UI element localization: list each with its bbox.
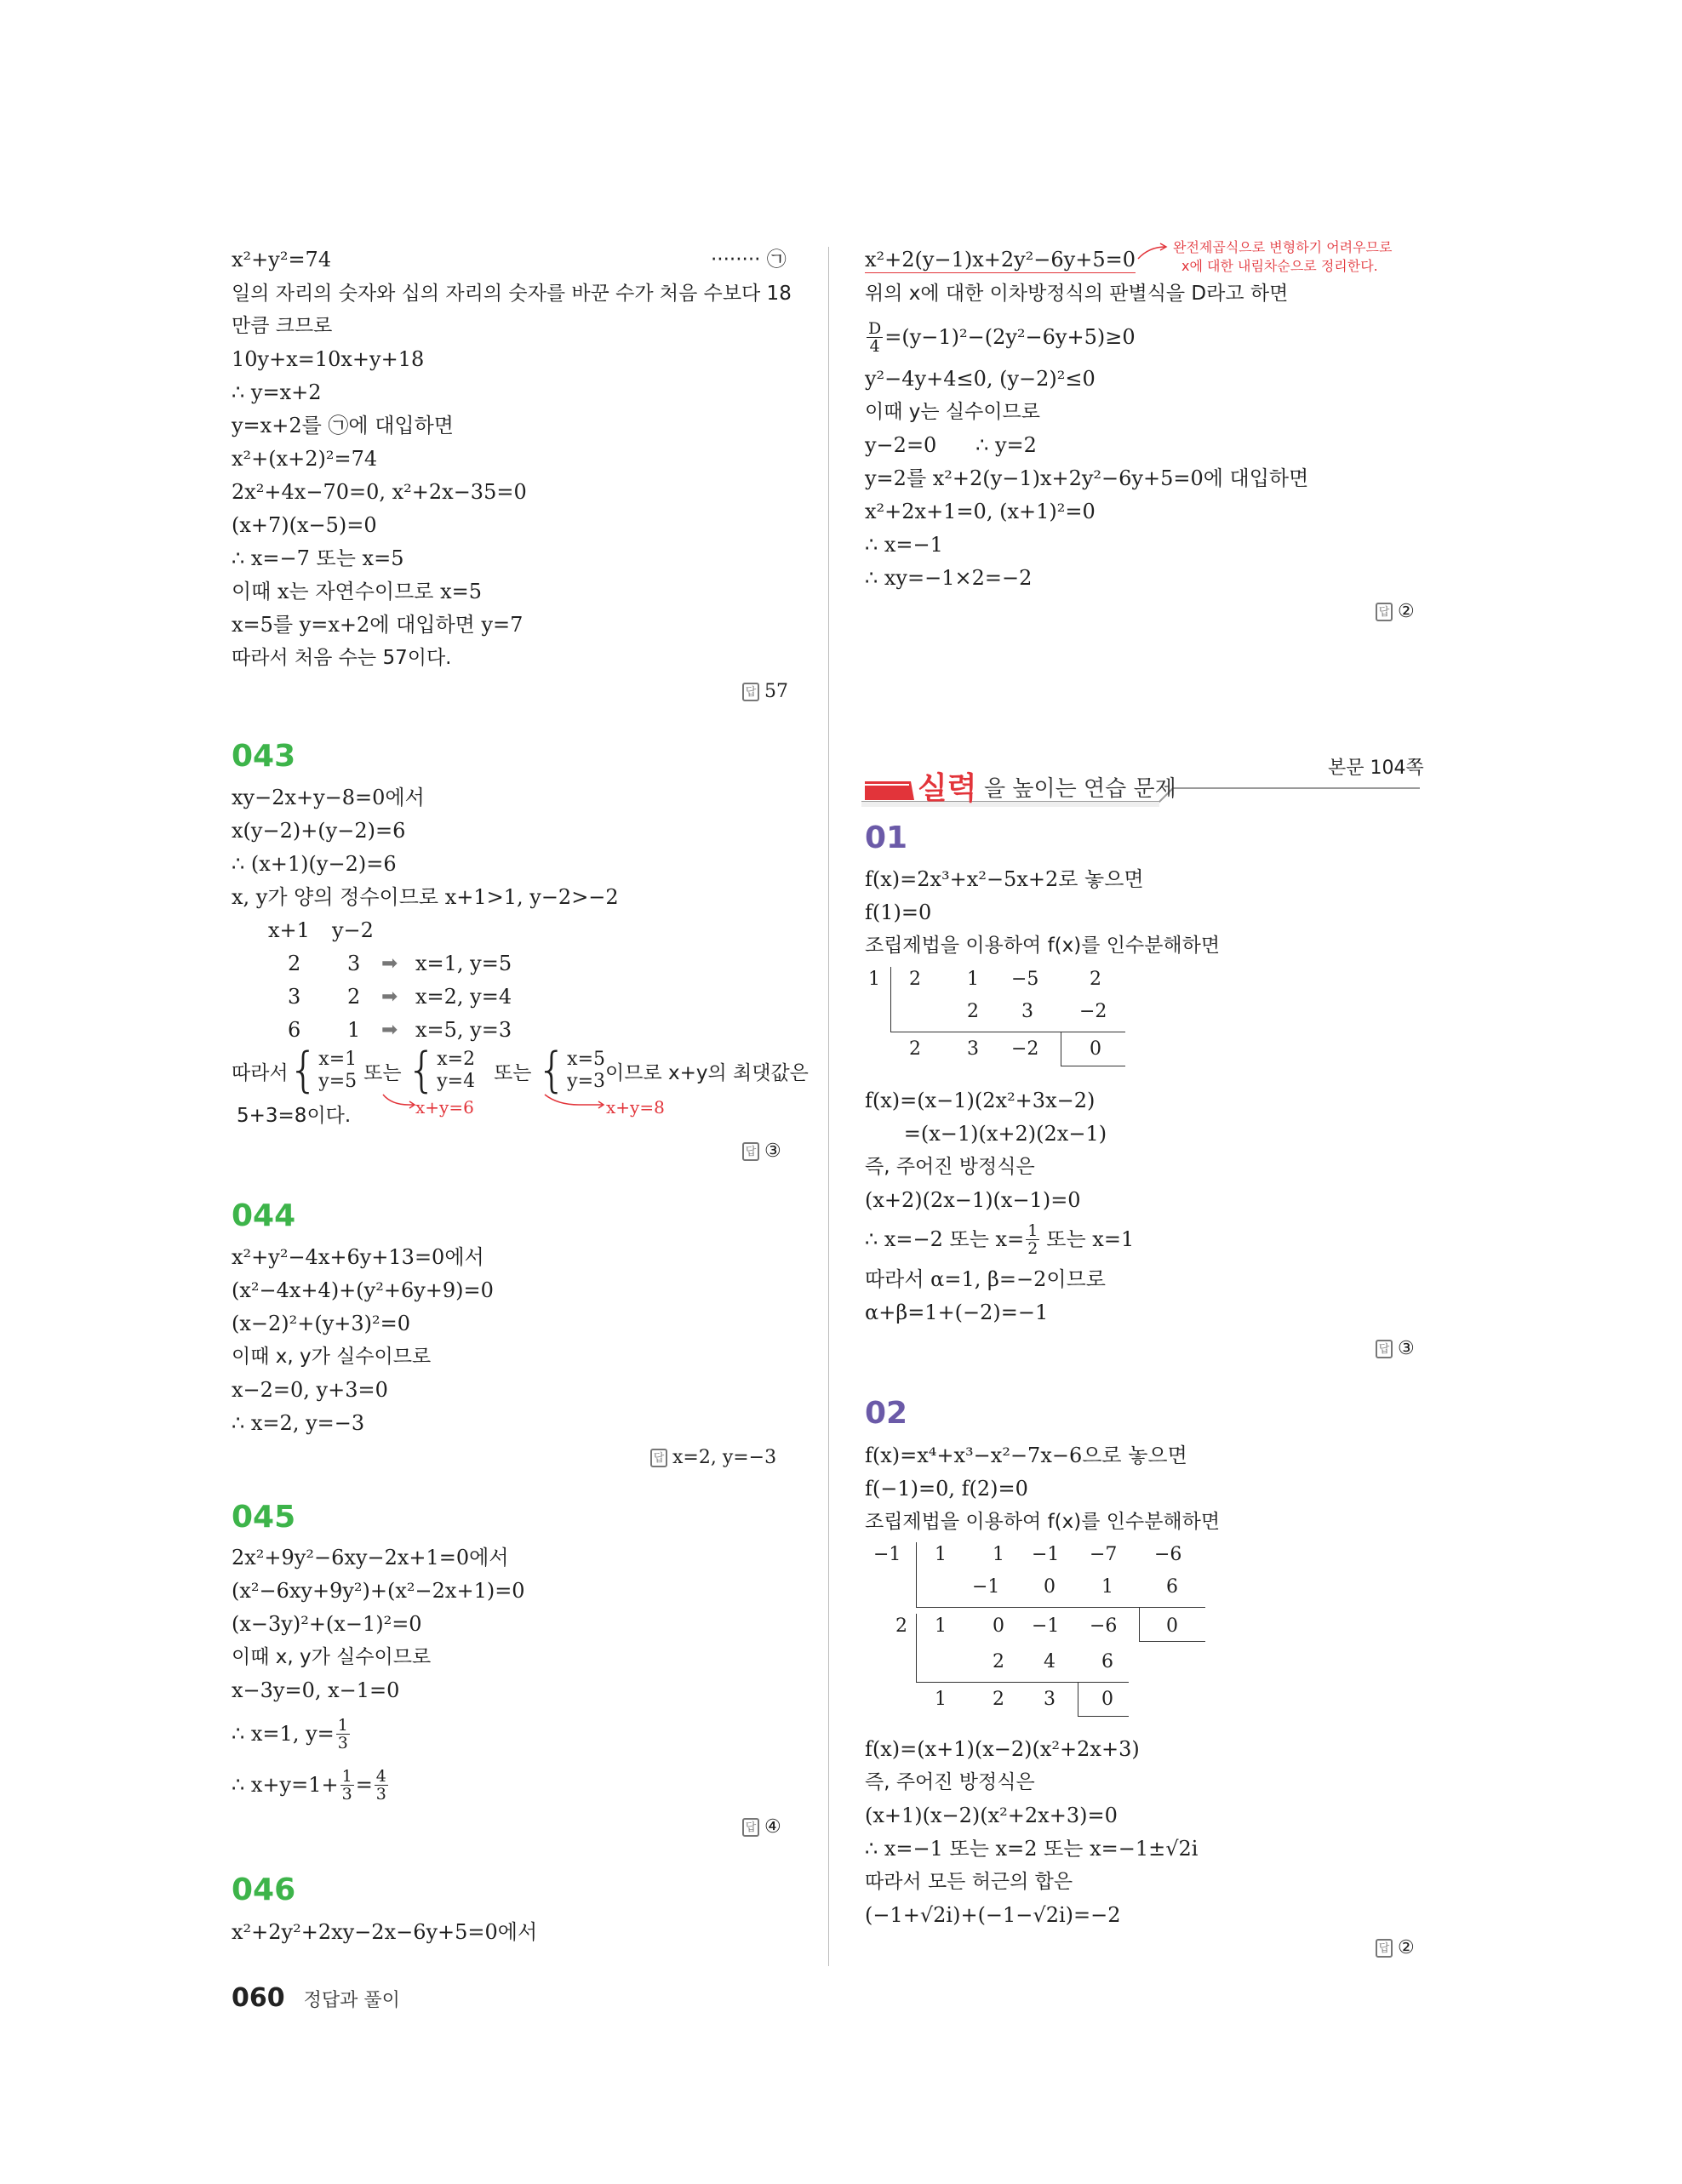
answer-value: ② bbox=[1398, 1937, 1415, 1958]
answer-icon: 답 bbox=[742, 683, 759, 701]
answer-icon: 답 bbox=[742, 1818, 759, 1837]
fraction bbox=[867, 320, 883, 355]
arrow-icon: ➡ bbox=[381, 952, 398, 975]
denominator: 3 bbox=[375, 1784, 386, 1804]
text-line: 위의 x에 대한 이차방정식의 판별식을 D라고 하면 bbox=[865, 283, 1289, 305]
answer-value: ③ bbox=[764, 1141, 781, 1162]
annotation-note: x+y=6 bbox=[415, 1097, 474, 1118]
equation-text: ∴ x+y=1+ bbox=[232, 1773, 339, 1797]
synthetic-division-table bbox=[865, 1542, 1205, 1721]
numerator: D bbox=[868, 318, 882, 338]
numerator: 1 bbox=[1027, 1221, 1038, 1240]
left-brace-icon: { bbox=[288, 1043, 319, 1098]
table-divider bbox=[916, 1542, 917, 1607]
table-cell: 1 bbox=[935, 1689, 947, 1710]
text-line: f(x)=2x³+x²−5x+2로 놓으면 bbox=[865, 867, 1144, 891]
system-conclusion bbox=[232, 1043, 809, 1098]
text-line: 5+3=8이다. bbox=[237, 1105, 352, 1127]
equation-system bbox=[318, 1049, 357, 1093]
table-cell: −2 bbox=[1079, 1001, 1107, 1022]
text-line: y=x+2를 ㉠에 대입하면 bbox=[232, 414, 454, 437]
problem-number: 043 bbox=[232, 739, 296, 774]
table-cell: 2 bbox=[993, 1651, 1004, 1672]
table-divider bbox=[916, 1607, 1205, 1608]
table-cell: 0 bbox=[1090, 1038, 1101, 1060]
text-line: (x²−4x+4)+(y²+6y+9)=0 bbox=[232, 1278, 494, 1302]
table-cell: x=2, y=4 bbox=[415, 985, 512, 1009]
problem-number: 044 bbox=[232, 1198, 296, 1233]
annotation-note: x에 대한 내림차순으로 정리한다. bbox=[1181, 258, 1378, 274]
table-cell: 0 bbox=[1044, 1576, 1056, 1598]
equation-system bbox=[567, 1049, 605, 1093]
text-line: 만큼 크므로 bbox=[232, 315, 333, 337]
table-cell: −7 bbox=[1090, 1544, 1118, 1565]
equation: x=5 bbox=[567, 1049, 606, 1070]
table-cell: 1 bbox=[1101, 1576, 1113, 1598]
answer bbox=[1376, 601, 1415, 622]
text-line: 따라서 처음 수는 57이다. bbox=[232, 647, 452, 669]
text-line: x−2=0, y+3=0 bbox=[232, 1378, 388, 1402]
table-cell: x=5, y=3 bbox=[415, 1018, 512, 1042]
answer-icon: 답 bbox=[742, 1142, 759, 1161]
table-cell: 3 bbox=[288, 985, 301, 1009]
table-header: y−2 bbox=[332, 918, 374, 942]
table-cell: −1 bbox=[972, 1576, 1000, 1598]
text-line: ∴ x=−7 또는 x=5 bbox=[232, 546, 404, 570]
text-line: x²+2(y−1)x+2y²−6y+5=0 bbox=[865, 248, 1136, 272]
table-cell: 3 bbox=[1021, 1001, 1033, 1022]
denominator: 3 bbox=[337, 1733, 348, 1752]
text-line: ∴ x=−1 또는 x=2 또는 x=−1±√2i bbox=[865, 1837, 1199, 1861]
text-line: xy−2x+y−8=0에서 bbox=[232, 786, 425, 809]
table-cell: −6 bbox=[1090, 1615, 1118, 1637]
text-line: (x²−6xy+9y²)+(x²−2x+1)=0 bbox=[232, 1579, 525, 1603]
text-label: 이므로 x+y의 최댓값은 bbox=[605, 1061, 809, 1084]
table-cell: −1 bbox=[1032, 1615, 1060, 1637]
equation: x=2 bbox=[437, 1049, 476, 1070]
problem-number: 01 bbox=[865, 820, 908, 855]
answer-icon: 답 bbox=[1376, 1340, 1393, 1358]
text-line bbox=[865, 315, 1136, 359]
table-divider bbox=[1139, 1641, 1205, 1642]
fraction bbox=[336, 1717, 350, 1752]
fraction bbox=[375, 1768, 388, 1803]
table-cell: 1 bbox=[935, 1615, 947, 1637]
answer-value: ④ bbox=[764, 1816, 781, 1838]
answer bbox=[1376, 1338, 1415, 1359]
problem-number: 02 bbox=[865, 1396, 908, 1431]
answer-value: x=2, y=−3 bbox=[672, 1447, 777, 1468]
answer-value: ② bbox=[1398, 601, 1415, 622]
text-label: 또는 bbox=[494, 1061, 532, 1084]
text-line: f(x)=(x+1)(x−2)(x²+2x+3) bbox=[865, 1737, 1140, 1761]
table-cell: 2 bbox=[909, 969, 921, 990]
table-cell: 0 bbox=[993, 1615, 1004, 1637]
table-cell: −1 bbox=[873, 1544, 901, 1565]
numerator: 1 bbox=[337, 1715, 348, 1735]
text-line: x²+2y²+2xy−2x−6y+5=0에서 bbox=[232, 1920, 538, 1944]
equation-text: ∴ x=−2 또는 x= bbox=[865, 1227, 1025, 1251]
text-line: y²−4y+4≤0, (y−2)²≤0 bbox=[865, 367, 1096, 391]
table-cell: 6 bbox=[288, 1018, 301, 1042]
numerator: 4 bbox=[375, 1766, 386, 1786]
table-divider bbox=[890, 967, 891, 1032]
text-line: f(x)=x⁴+x³−x²−7x−6으로 놓으면 bbox=[865, 1444, 1187, 1467]
table-cell: 2 bbox=[288, 952, 301, 975]
arrow-icon: ➡ bbox=[381, 986, 398, 1008]
table-cell: 1 bbox=[347, 1018, 361, 1042]
equation: y=4 bbox=[437, 1071, 476, 1092]
table-cell: 4 bbox=[1044, 1651, 1056, 1672]
answer-icon: 답 bbox=[1376, 1939, 1393, 1958]
table-cell: 2 bbox=[909, 1038, 921, 1060]
text-line: f(1)=0 bbox=[865, 900, 932, 924]
table-cell: 2 bbox=[347, 985, 361, 1009]
text-line: x²+y²−4x+6y+13=0에서 bbox=[232, 1245, 484, 1269]
fraction bbox=[1026, 1222, 1039, 1257]
text-line bbox=[865, 1219, 1134, 1260]
text-line bbox=[232, 1766, 390, 1804]
answer bbox=[742, 681, 788, 702]
table-cell: 2 bbox=[967, 1001, 979, 1022]
table-cell: 3 bbox=[347, 952, 361, 975]
text-line: 따라서 α=1, β=−2이므로 bbox=[865, 1267, 1106, 1291]
text-line: 10y+x=10x+y+18 bbox=[232, 347, 425, 371]
arrow-icon: ➡ bbox=[381, 1019, 398, 1041]
annotation-note: 완전제곱식으로 변형하기 어려우므로 bbox=[1173, 239, 1393, 255]
text-line: 이때 x, y가 실수이므로 bbox=[232, 1346, 432, 1368]
text-line: =(x−1)(x+2)(2x−1) bbox=[865, 1122, 1107, 1146]
column-divider bbox=[828, 247, 829, 1966]
text-line: x²+y²=74 bbox=[232, 248, 332, 272]
table-divider bbox=[1078, 1716, 1129, 1717]
table-cell: −6 bbox=[1154, 1544, 1182, 1565]
table-cell: 1 bbox=[993, 1544, 1004, 1565]
equation: y=3 bbox=[567, 1071, 606, 1092]
table-divider bbox=[1139, 1607, 1140, 1641]
text-label: 따라서 bbox=[232, 1061, 289, 1084]
text-line: ∴ xy=−1×2=−2 bbox=[865, 566, 1033, 590]
table-header: x+1 bbox=[268, 918, 310, 942]
text-line: x, y가 양의 정수이므로 x+1>1, y−2>−2 bbox=[232, 885, 619, 909]
table-cell: 1 bbox=[967, 969, 979, 990]
text-label: 또는 bbox=[363, 1061, 402, 1084]
page-number: 060 bbox=[232, 1983, 285, 2013]
text-line: 즉, 주어진 방정식은 bbox=[865, 1156, 1035, 1178]
text-line: 2x²+9y²−6xy−2x+1=0에서 bbox=[232, 1546, 509, 1569]
denominator: 2 bbox=[1027, 1238, 1038, 1258]
denominator: 3 bbox=[341, 1784, 352, 1804]
answer bbox=[742, 1141, 781, 1162]
text-line: 조립제법을 이용하여 f(x)를 인수분해하면 bbox=[865, 1511, 1221, 1533]
table-cell: 1 bbox=[868, 969, 880, 990]
answer-value: 57 bbox=[764, 681, 788, 702]
equation: y=5 bbox=[318, 1071, 358, 1092]
text-line: x(y−2)+(y−2)=6 bbox=[232, 819, 406, 843]
text-line: (−1+√2i)+(−1−√2i)=−2 bbox=[865, 1903, 1121, 1927]
text-line: 2x²+4x−70=0, x²+2x−35=0 bbox=[232, 480, 527, 504]
equation: x=1 bbox=[318, 1049, 358, 1070]
text-line: 따라서 모든 허근의 합은 bbox=[865, 1871, 1073, 1893]
table-cell: x=1, y=5 bbox=[415, 952, 512, 975]
page-reference: 본문 104쪽 bbox=[1328, 758, 1424, 779]
equation-system bbox=[437, 1049, 475, 1093]
synthetic-division-table bbox=[865, 967, 1120, 1078]
numerator: 1 bbox=[341, 1766, 352, 1786]
text-line: x²+(x+2)²=74 bbox=[232, 447, 378, 471]
left-brace-icon: { bbox=[406, 1043, 438, 1098]
problem-number: 046 bbox=[232, 1872, 296, 1907]
text-line bbox=[232, 1715, 352, 1752]
table-cell: 3 bbox=[1044, 1689, 1056, 1710]
table-cell: 0 bbox=[1166, 1615, 1178, 1637]
text-line: α+β=1+(−2)=−1 bbox=[865, 1301, 1049, 1324]
page-label: 정답과 풀이 bbox=[303, 1990, 400, 2011]
text-line: ∴ (x+1)(y−2)=6 bbox=[232, 852, 397, 876]
table-cell: 3 bbox=[967, 1038, 979, 1060]
table-cell: −2 bbox=[1011, 1038, 1039, 1060]
text-line: (x+1)(x−2)(x²+2x+3)=0 bbox=[865, 1804, 1118, 1827]
table-cell: 0 bbox=[1101, 1689, 1113, 1710]
text-line: 이때 y는 실수이므로 bbox=[865, 401, 1040, 423]
annotation-note: x+y=8 bbox=[606, 1097, 665, 1118]
equals-sign: = bbox=[355, 1773, 373, 1797]
table-cell: −5 bbox=[1011, 969, 1039, 990]
section-title-strong: 실력 bbox=[918, 771, 977, 806]
page-footer bbox=[232, 1983, 400, 2013]
answer bbox=[1376, 1937, 1415, 1958]
fraction bbox=[340, 1768, 354, 1803]
text-line: (x−2)²+(y+3)²=0 bbox=[232, 1312, 411, 1335]
answer-icon: 답 bbox=[650, 1449, 667, 1467]
table-cell: 6 bbox=[1101, 1651, 1113, 1672]
equation-text: 또는 x=1 bbox=[1046, 1227, 1135, 1251]
left-brace-icon: { bbox=[536, 1043, 568, 1098]
table-cell: 6 bbox=[1166, 1576, 1178, 1598]
text-line: ∴ y=x+2 bbox=[232, 380, 322, 404]
problem-number: 045 bbox=[232, 1500, 296, 1535]
table-cell: 1 bbox=[935, 1544, 947, 1565]
text-line: x−3y=0, x−1=0 bbox=[232, 1678, 400, 1702]
table-divider bbox=[916, 1682, 1129, 1683]
text-line: y=2를 x²+2(y−1)x+2y²−6y+5=0에 대입하면 bbox=[865, 466, 1309, 490]
text-line: f(x)=(x−1)(2x²+3x−2) bbox=[865, 1089, 1096, 1112]
text-line: 즉, 주어진 방정식은 bbox=[865, 1771, 1035, 1793]
table-cell: 2 bbox=[895, 1615, 907, 1637]
answer bbox=[742, 1816, 781, 1838]
answer bbox=[650, 1447, 776, 1468]
text-line: (x−3y)²+(x−1)²=0 bbox=[232, 1612, 422, 1636]
text-line: 이때 x는 자연수이므로 x=5 bbox=[232, 580, 482, 603]
table-cell: 2 bbox=[1090, 969, 1101, 990]
denominator: 4 bbox=[869, 336, 880, 356]
text-line: ∴ x=−1 bbox=[865, 533, 943, 557]
text-line: (x+7)(x−5)=0 bbox=[232, 513, 377, 537]
answer-value: ③ bbox=[1398, 1338, 1415, 1359]
table-divider bbox=[916, 1614, 917, 1682]
text-line: f(−1)=0, f(2)=0 bbox=[865, 1477, 1028, 1501]
text-line: 일의 자리의 숫자와 십의 자리의 숫자를 바꾼 수가 처음 수보다 18 bbox=[232, 283, 792, 305]
section-title: 을 높이는 연습 문제 bbox=[984, 776, 1176, 802]
text-line: y−2=0 ∴ y=2 bbox=[865, 433, 1037, 457]
equation-text: =(y−1)²−(2y²−6y+5)≥0 bbox=[884, 325, 1136, 349]
table-cell: 2 bbox=[993, 1689, 1004, 1710]
text-line: x²+2x+1=0, (x+1)²=0 bbox=[865, 500, 1096, 523]
text-line: 이때 x, y가 실수이므로 bbox=[232, 1646, 432, 1668]
text-line: ∴ x=2, y=−3 bbox=[232, 1411, 365, 1435]
equation-marker: ········ ㉠ bbox=[711, 249, 787, 271]
text-line: (x+2)(2x−1)(x−1)=0 bbox=[865, 1188, 1081, 1212]
text-line: x=5를 y=x+2에 대입하면 y=7 bbox=[232, 613, 523, 637]
answer-icon: 답 bbox=[1376, 603, 1393, 621]
equation-text: ∴ x=1, y= bbox=[232, 1722, 335, 1746]
text-line: 조립제법을 이용하여 f(x)를 인수분해하면 bbox=[865, 935, 1221, 957]
note-arrow-icon bbox=[1136, 242, 1170, 262]
table-cell: −1 bbox=[1032, 1544, 1060, 1565]
